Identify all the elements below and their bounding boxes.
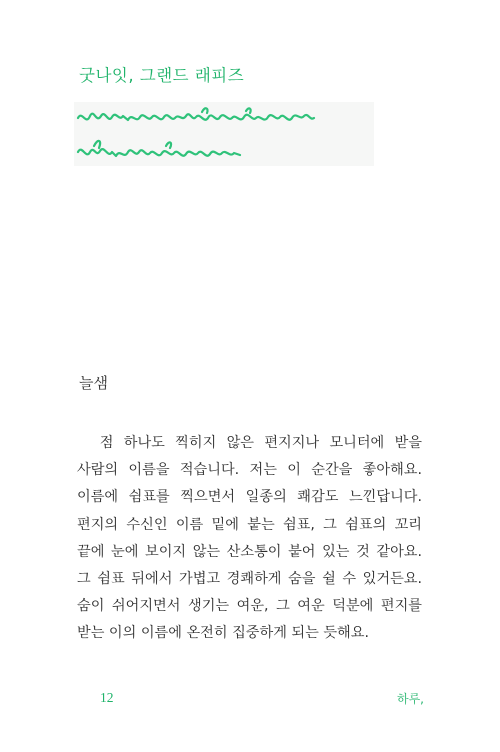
scribble-icon bbox=[74, 102, 374, 166]
author-signature: 늘샘 bbox=[79, 374, 108, 392]
body-paragraph: 점 하나도 찍히지 않은 편지지나 모니터에 받을 사람의 이름을 적습니다. 저는 이 순간을 좋아해요. 이름에 쉼표를 찍으면서 일종의 쾌감도 느낀답니다. 편지의 수신인 이름 밑에 붙는 쉼표, 그 쉼표의 꼬리 끝에 눈에 보이지 않는 산소통이 붙어 있는 것 같아요. 그 쉼표 뒤에서 가볍고 경쾌하게 숨을 쉴 수 있거든요. 숨이 쉬어지면서 생기는 여운, 그 여운 덕분에 편지를 받는 이의 이름에 온전히 집중하게 되는 듯해요. bbox=[77, 435, 422, 642]
page-number: 12 bbox=[100, 690, 114, 705]
chapter-title: 굿나잇, 그랜드 래피즈 bbox=[79, 66, 245, 85]
handwritten-scribble-image bbox=[74, 102, 374, 166]
running-head: 하루, bbox=[397, 692, 424, 706]
